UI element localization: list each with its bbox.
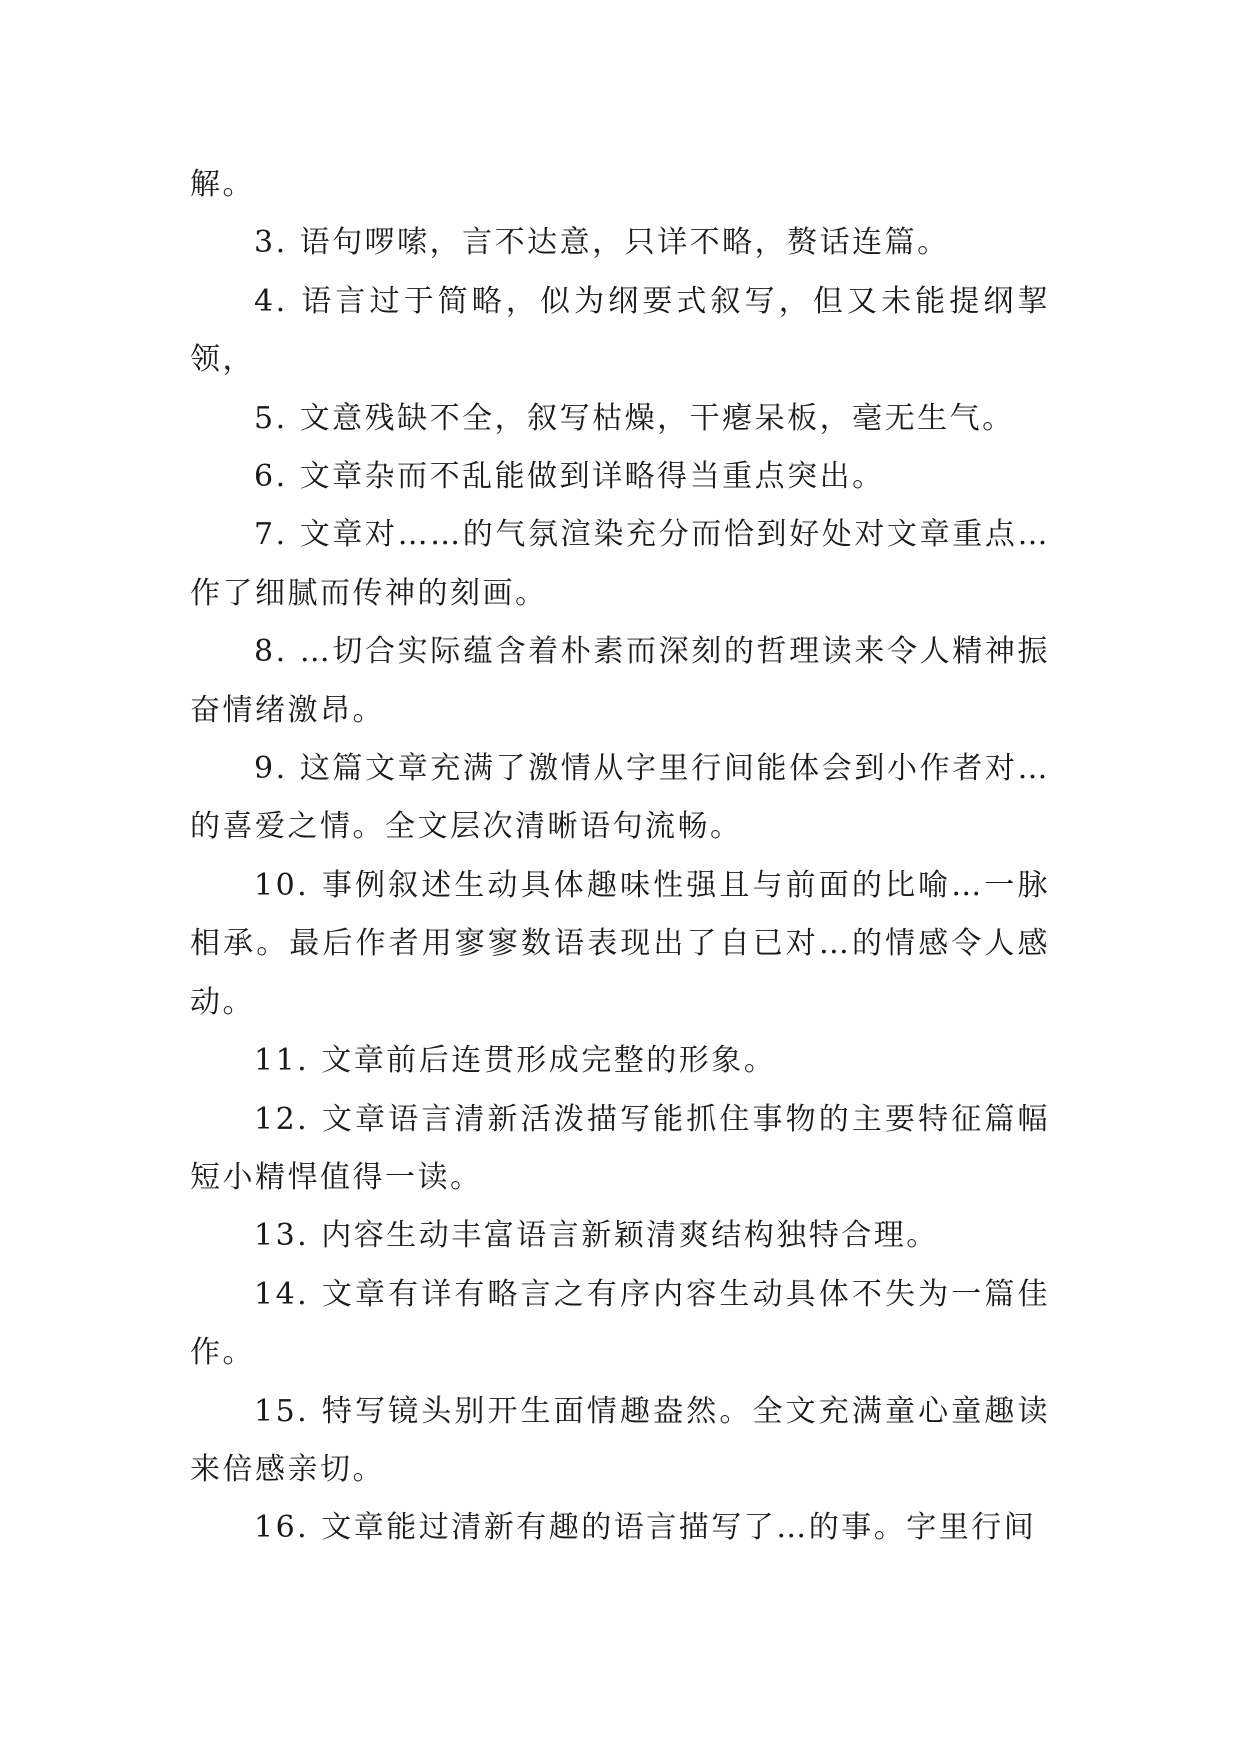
list-item-12: 12. 文章语言清新活泼描写能抓住事物的主要特征篇幅短小精悍值得一读。 <box>190 1101 1050 1195</box>
paragraph-continuation: 解。 <box>190 167 255 202</box>
list-item-5: 5. 文意残缺不全，叙写枯燥，干瘪呆板，毫无生气。 <box>254 400 1015 436</box>
list-item-11: 11. 文章前后连贯形成完整的形象。 <box>254 1043 777 1079</box>
list-item-13: 13. 内容生动丰富语言新颖清爽结构独特合理。 <box>254 1218 939 1254</box>
list-item-16: 16. 文章能过清新有趣的语言描写了…的事。字里行间 <box>254 1510 1037 1546</box>
list-item-3: 3. 语句啰嗦，言不达意，只详不略，赘话连篇。 <box>254 225 950 261</box>
list-item-8: 8. …切合实际蕴含着朴素而深刻的哲理读来令人精神振奋情绪激昂。 <box>190 634 1050 728</box>
document-body <box>190 156 1050 1558</box>
list-item-10: 10. 事例叙述生动具体趣味性强且与前面的比喻…一脉相承。最后作者用寥寥数语表现出了自已对…的情感令人感动。 <box>190 867 1050 1020</box>
list-item-7: 7. 文章对……的气氛渲染充分而恰到好处对文章重点…作了细腻而传神的刻画。 <box>190 517 1050 611</box>
list-item-6: 6. 文章杂而不乱能做到详略得当重点突出。 <box>254 459 885 495</box>
list-item-9: 9. 这篇文章充满了激情从字里行间能体会到小作者对…的喜爱之情。全文层次清晰语句流畅。 <box>190 751 1050 845</box>
list-item-14: 14. 文章有详有略言之有序内容生动具体不失为一篇佳作。 <box>190 1276 1050 1371</box>
list-item-15: 15. 特写镜头别开生面情趣盎然。全文充满童心童趣读来倍感亲切。 <box>190 1393 1050 1487</box>
list-item-4: 4. 语言过于简略，似为纲要式叙写，但又未能提纲挈领， <box>190 283 1050 378</box>
